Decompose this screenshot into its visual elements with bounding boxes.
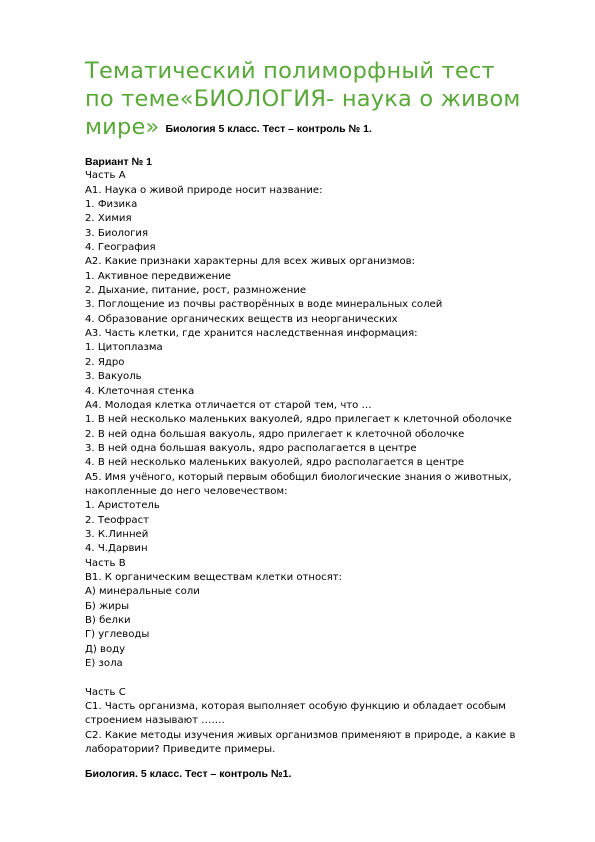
- title-line-3-text: мире»: [85, 114, 160, 140]
- part-a-heading: Часть А: [85, 170, 126, 182]
- option-text: 4. Клеточная стенка: [85, 385, 195, 397]
- question-a1: А1. Наука о живой природе носит название:: [85, 184, 323, 196]
- title-line-3: [85, 113, 585, 145]
- question-b1: В1. К органическим веществам клетки относят:: [85, 571, 343, 583]
- question-c1-line-2: строением называют …….: [85, 715, 225, 727]
- option-text: 4. География: [85, 242, 156, 254]
- option-text: 2. Теофраст: [85, 514, 150, 526]
- title-line-1: Тематический полиморфный тест: [85, 58, 495, 84]
- option-text: 3. Поглощение из почвы растворённых в воде минеральных солей: [85, 299, 443, 311]
- option-text: 2. Ядро: [85, 356, 125, 368]
- title-line-2: по теме«БИОЛОГИЯ- наука о живом: [85, 86, 521, 112]
- option-text: 1. Цитоплазма: [85, 342, 163, 354]
- option-text: 3. К.Линней: [85, 528, 149, 540]
- option-text: 4. Образование органических веществ из неорганических: [85, 313, 398, 325]
- question-a5-line-2: накопленные до него человечеством:: [85, 485, 288, 497]
- document-subtitle: Биология 5 класс. Тест – контроль № 1.: [165, 123, 372, 135]
- question-a2: А2. Какие признаки характерны для всех живых организмов:: [85, 256, 415, 268]
- option-text: Б) жиры: [85, 600, 130, 612]
- option-text: 2. Химия: [85, 213, 132, 225]
- part-b-heading: Часть В: [85, 557, 126, 569]
- option-text: 2. В ней одна большая вакуоль, ядро прилегает к клеточной оболочке: [85, 428, 465, 440]
- option-text: 3. Вакуоль: [85, 371, 142, 383]
- option-text: В) белки: [85, 615, 131, 626]
- question-a3: А3. Часть клетки, где хранится наследственная информация:: [85, 328, 418, 340]
- question-c2-line-2: лаборатории? Приведите примеры.: [85, 744, 276, 756]
- variant-heading: Вариант № 1: [85, 156, 152, 168]
- option-text: 1. Аристотель: [85, 500, 160, 512]
- question-c2-line-1: С2. Какие методы изучения живых организмов применяют в природе, а какие в: [85, 729, 516, 741]
- option-text: 3. Биология: [85, 227, 149, 239]
- part-c-heading: Часть С: [85, 686, 126, 698]
- option-text: 1. В ней несколько маленьких вакуолей, ядро прилегает к клеточной оболочке: [85, 414, 512, 426]
- option-text: 1. Физика: [85, 199, 138, 211]
- option-text: 2. Дыхание, питание, рост, размножение: [85, 285, 307, 297]
- test-content: [85, 155, 545, 757]
- option-text: 1. Активное передвижение: [85, 270, 232, 282]
- option-text: 3. В ней одна большая вакуоль, ядро располагается в центре: [85, 442, 417, 454]
- option-text: А) минеральные соли: [85, 586, 200, 598]
- option-text: 4. В ней несколько маленьких вакуолей, ядро располагается в центре: [85, 457, 465, 469]
- question-a5-line-1: А5. Имя учёного, который первым обобщил биологические знания о животных,: [85, 471, 512, 483]
- question-a4: А4. Молодая клетка отличается от старой тем, что …: [85, 399, 372, 411]
- option-text: Е) зола: [85, 658, 123, 670]
- option-text: Д) воду: [85, 643, 126, 655]
- option-text: 4. Ч.Дарвин: [85, 543, 148, 555]
- spacer: [85, 671, 545, 685]
- question-c1-line-1: С1. Часть организма, которая выполняет особую функцию и обладает особым: [85, 701, 506, 713]
- footer-heading: Биология. 5 класс. Тест – контроль №1.: [85, 768, 292, 780]
- document-title: [85, 57, 585, 145]
- option-text: Г) углеводы: [85, 629, 150, 641]
